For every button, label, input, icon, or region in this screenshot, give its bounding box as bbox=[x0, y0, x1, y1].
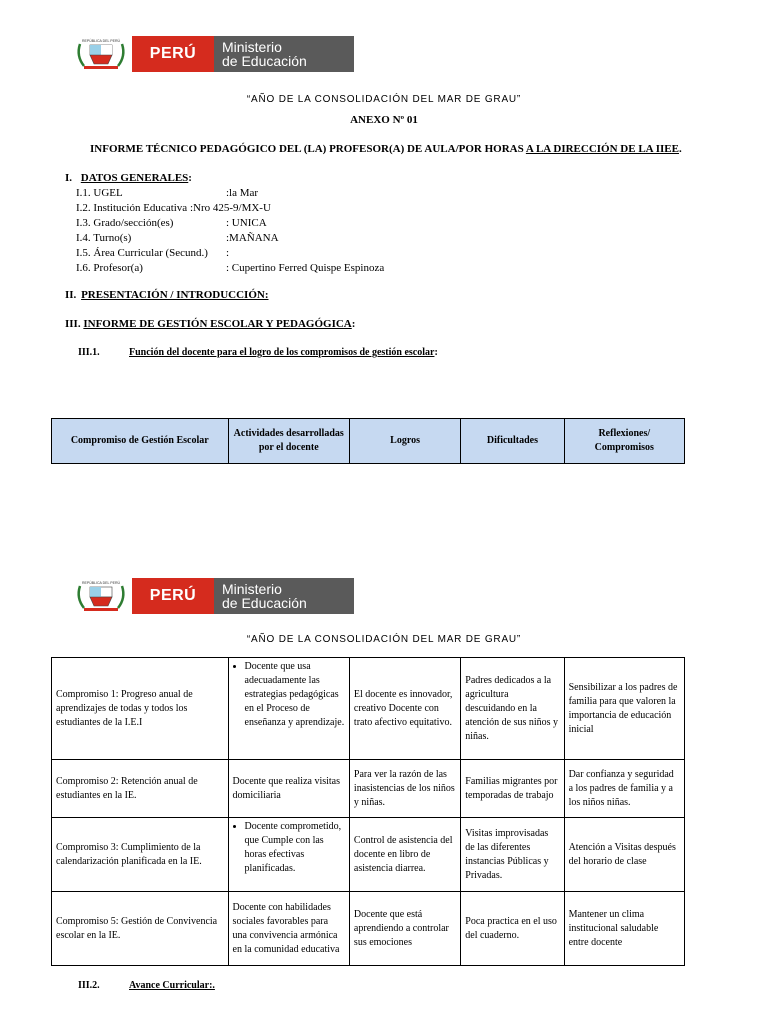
row1-difficulties: Padres dedicados a la agricultura descuidando en la atención de sus niños y niñas. bbox=[461, 658, 564, 760]
row3-activities bbox=[228, 818, 349, 892]
header-activities: Actividades desarrolladas por el docente bbox=[228, 419, 349, 464]
general-data-value: : Cupertino Ferred Quispe Espinoza bbox=[226, 262, 385, 274]
minedu-logo bbox=[70, 36, 354, 72]
svg-text:REPÚBLICA DEL PERÚ: REPÚBLICA DEL PERÚ bbox=[82, 581, 120, 585]
general-data-label: I.5. Área Curricular (Secund.) bbox=[76, 247, 208, 259]
ministerio-line2: de Educación bbox=[222, 53, 307, 69]
report-title bbox=[90, 143, 682, 155]
subsection-3-1-colon: : bbox=[434, 347, 438, 358]
subsection-3-1-number: III.1. bbox=[78, 347, 100, 358]
annex-title: ANEXO Nº 01 bbox=[350, 114, 418, 126]
ministerio-line2: de Educación bbox=[222, 595, 307, 611]
year-motto-page2: “AÑO DE LA CONSOLIDACIÓN DEL MAR DE GRAU” bbox=[246, 634, 522, 645]
general-data-row bbox=[76, 216, 267, 230]
general-data-value: : bbox=[226, 247, 230, 259]
general-data-row bbox=[76, 186, 258, 200]
section-2-title: PRESENTACIÓN / INTRODUCCIÓN: bbox=[81, 289, 269, 301]
general-data-row bbox=[76, 231, 279, 245]
section-3-colon: : bbox=[351, 318, 356, 330]
row3-difficulties: Visitas improvisadas de las diferentes instancias Públicas y Privadas. bbox=[461, 818, 564, 892]
header-commitment: Compromiso de Gestión Escolar bbox=[52, 419, 229, 464]
section-1-number: I. bbox=[65, 172, 73, 184]
row1-reflections: Sensibilizar a los padres de familia para que valoren la importancia de educación inicial bbox=[564, 658, 684, 760]
subsection-3-2-number: III.2. bbox=[78, 980, 100, 991]
row1-commitment: Compromiso 1: Progreso anual de aprendizajes de todas y todos los estudiantes de la I.E.I bbox=[52, 658, 229, 760]
general-data-row bbox=[76, 246, 229, 260]
row2-reflections: Dar confianza y seguridad a los padres de familia y a los niños niñas. bbox=[564, 760, 684, 818]
row4-activities: Docente con habilidades sociales favorables para una convivencia armónica en la comunidad educativa bbox=[228, 892, 349, 966]
ministerio-label bbox=[214, 578, 354, 614]
section-2-heading bbox=[65, 289, 269, 301]
row2-commitment: Compromiso 2: Retención anual de estudiantes en la IE. bbox=[52, 760, 229, 818]
subsection-3-1-title: Función del docente para el logro de los compromisos de gestión escolar bbox=[129, 347, 435, 358]
ministerio-line1: Ministerio bbox=[222, 39, 282, 55]
header-difficulties: Dificultades bbox=[461, 419, 564, 464]
row4-reflections: Mantener un clima institucional saludable entre docente bbox=[564, 892, 684, 966]
row2-difficulties: Familias migrantes por temporadas de trabajo bbox=[461, 760, 564, 818]
report-title-period: . bbox=[678, 143, 682, 155]
peru-coat-of-arms-icon bbox=[70, 36, 132, 72]
row2-achievements: Para ver la razón de las inasistencias de los niños y niñas. bbox=[349, 760, 460, 818]
row3-reflections: Atención a Visitas después del horario de clase bbox=[564, 818, 684, 892]
section-1-heading bbox=[65, 172, 192, 184]
table-row bbox=[52, 818, 685, 892]
general-data-value: : UNICA bbox=[226, 217, 267, 229]
subsection-3-1-heading bbox=[129, 347, 438, 358]
header-reflections: Reflexiones/ Compromisos bbox=[564, 419, 684, 464]
peru-coat-of-arms-icon bbox=[70, 578, 132, 614]
row1-activities-item: • Docente que usa adecuadamente las estrategias pedagógicas en el Proceso de enseñanza y aprendizaje. bbox=[245, 660, 345, 730]
subsection-3-2-title: Avance Curricular:. bbox=[129, 980, 215, 991]
peru-label: PERÚ bbox=[132, 36, 214, 72]
header-achievements: Logros bbox=[349, 419, 460, 464]
general-data-label: I.1. UGEL bbox=[76, 187, 123, 199]
section-2-number: II. bbox=[65, 289, 77, 301]
commitments-table bbox=[51, 657, 685, 966]
section-3-number: III. bbox=[65, 318, 81, 330]
svg-text:REPÚBLICA DEL PERÚ: REPÚBLICA DEL PERÚ bbox=[82, 39, 120, 43]
row3-activities-item: • Docente comprometido, que Cumple con las horas efectivas planificadas. bbox=[245, 820, 345, 876]
row3-commitment: Compromiso 3: Cumplimiento de la calendarización planificada en la IE. bbox=[52, 818, 229, 892]
general-data-value: :MAÑANA bbox=[226, 232, 279, 244]
section-1-colon: : bbox=[188, 172, 192, 184]
section-3-title: INFORME DE GESTIÓN ESCOLAR Y PEDAGÓGICA bbox=[83, 318, 352, 330]
row3-achievements: Control de asistencia del docente en libro de asistencia diarrea. bbox=[349, 818, 460, 892]
general-data-label: I.6. Profesor(a) bbox=[76, 262, 143, 274]
row4-difficulties: Poca practica en el uso del cuaderno. bbox=[461, 892, 564, 966]
table-row bbox=[52, 892, 685, 966]
row1-achievements: El docente es innovador, creativo Docente con trato afectivo equitativo. bbox=[349, 658, 460, 760]
ministerio-line1: Ministerio bbox=[222, 581, 282, 597]
general-data-row bbox=[76, 261, 384, 275]
row4-achievements: Docente que está aprendiendo a controlar sus emociones bbox=[349, 892, 460, 966]
general-data-label: I.2. Institución Educativa : bbox=[76, 202, 193, 214]
row4-commitment: Compromiso 5: Gestión de Convivencia escolar en la IE. bbox=[52, 892, 229, 966]
row1-activities bbox=[228, 658, 349, 760]
peru-label: PERÚ bbox=[132, 578, 214, 614]
section-3-heading bbox=[65, 318, 355, 330]
table-row bbox=[52, 658, 685, 760]
general-data-value: Nro 425-9/MX-U bbox=[193, 202, 271, 214]
ministerio-label bbox=[214, 36, 354, 72]
section-1-title: DATOS GENERALES bbox=[80, 172, 189, 184]
table-row bbox=[52, 760, 685, 818]
general-data-label: I.3. Grado/sección(es) bbox=[76, 217, 174, 229]
row2-activities: Docente que realiza visitas domiciliaria bbox=[228, 760, 349, 818]
report-title-underlined: A LA DIRECCIÓN DE LA IIEE bbox=[525, 143, 679, 155]
general-data-row bbox=[76, 201, 271, 215]
minedu-logo-page2 bbox=[70, 578, 354, 614]
report-title-main: INFORME TÉCNICO PEDAGÓGICO DEL (LA) PROFESOR(A) DE AULA/POR HORAS bbox=[90, 143, 526, 155]
year-motto: “AÑO DE LA CONSOLIDACIÓN DEL MAR DE GRAU” bbox=[246, 94, 522, 105]
general-data-label: I.4. Turno(s) bbox=[76, 232, 132, 244]
general-data-value: :la Mar bbox=[226, 187, 259, 199]
commitments-header-table bbox=[51, 418, 685, 464]
header-row bbox=[52, 419, 685, 464]
